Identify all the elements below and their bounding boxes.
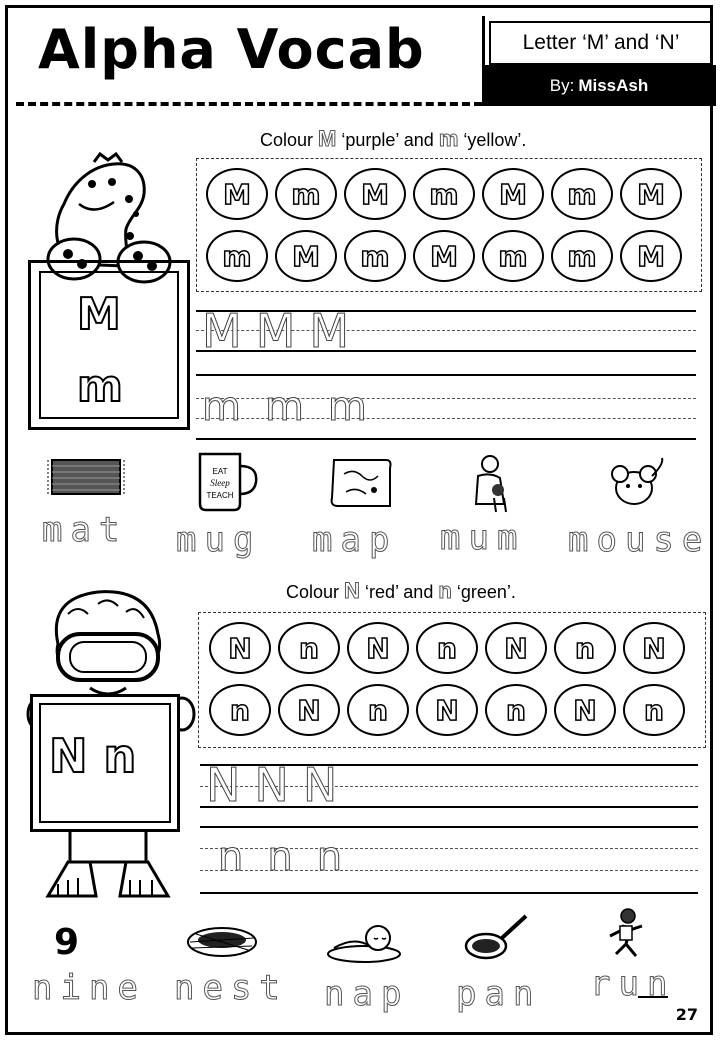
letter-circle[interactable]: n: [278, 622, 340, 674]
page-number: 27: [675, 1005, 698, 1024]
letter-circle[interactable]: N: [623, 622, 685, 674]
map-icon: [326, 454, 396, 514]
subtitle: Letter ‘M’ and ‘N’: [489, 21, 713, 65]
letter-frame-m: [28, 260, 190, 430]
letter-circle[interactable]: M: [344, 168, 406, 220]
letter-circle[interactable]: m: [551, 168, 613, 220]
instruction-upper-letter: N: [344, 578, 360, 603]
svg-text:Sleep: Sleep: [210, 478, 230, 488]
letter-circle[interactable]: m: [206, 230, 268, 282]
letter-circle[interactable]: n: [623, 684, 685, 736]
vocab-word-pan: pan: [456, 974, 542, 1014]
vocab-word-mouse: mouse: [568, 520, 711, 560]
frame-letters: N n: [49, 729, 137, 783]
letter-circle[interactable]: m: [551, 230, 613, 282]
worksheet-page: [5, 5, 713, 1035]
letter-circle[interactable]: N: [416, 684, 478, 736]
nine-digit: 9: [54, 922, 80, 963]
page-title: Alpha Vocab: [38, 18, 425, 81]
trace-lower-m: mmm: [202, 384, 391, 430]
letter-circle[interactable]: n: [554, 622, 616, 674]
svg-text:EAT: EAT: [212, 467, 228, 476]
instruction-n: [286, 578, 516, 604]
letter-circle[interactable]: m: [344, 230, 406, 282]
vocab-word-nine: nine: [32, 968, 146, 1008]
run-icon: [600, 906, 652, 968]
frame-upper-letter: M: [77, 289, 121, 340]
instruction-upper-letter: M: [318, 126, 337, 151]
frame-lower-letter: m: [77, 361, 123, 412]
letter-circle[interactable]: n: [416, 622, 478, 674]
letter-circle[interactable]: N: [209, 622, 271, 674]
vocab-word-nest: nest: [174, 968, 288, 1008]
letter-circle[interactable]: n: [209, 684, 271, 736]
mat-icon: [48, 456, 124, 498]
letter-circle[interactable]: m: [482, 230, 544, 282]
title-divider: [16, 102, 482, 106]
vocab-word-run: run: [590, 964, 676, 1004]
author-banner: [482, 65, 716, 106]
author-prefix: By:: [549, 75, 575, 95]
vocab-word-nap: nap: [324, 974, 410, 1014]
letter-circle[interactable]: M: [206, 168, 268, 220]
letter-circle[interactable]: N: [554, 684, 616, 736]
nest-icon: [184, 920, 260, 960]
vocab-word-mug: mug: [176, 520, 262, 560]
instruction-text: ‘yellow’.: [463, 130, 527, 150]
instruction-text: Colour: [286, 582, 340, 602]
nap-icon: [324, 922, 404, 964]
instruction-m: [260, 126, 526, 152]
instruction-lower-letter: n: [438, 578, 452, 603]
letter-circle[interactable]: M: [482, 168, 544, 220]
trace-upper-m: MMM: [202, 304, 364, 358]
trace-upper-n: NNN: [206, 758, 352, 812]
vocab-word-mum: mum: [440, 518, 526, 558]
letter-circle[interactable]: M: [275, 230, 337, 282]
author-name: MissAsh: [578, 75, 649, 95]
instruction-text: ‘green’.: [456, 582, 516, 602]
vocab-word-map: map: [312, 520, 398, 560]
trace-lower-n: nnn: [218, 834, 367, 880]
letter-circle[interactable]: n: [347, 684, 409, 736]
mug-icon: [194, 448, 264, 512]
letter-circle[interactable]: N: [485, 622, 547, 674]
letter-circle[interactable]: n: [485, 684, 547, 736]
letter-circle[interactable]: M: [620, 168, 682, 220]
letter-circle[interactable]: m: [413, 168, 475, 220]
letter-frame-n: [30, 694, 180, 832]
instruction-text: ‘red’ and: [364, 582, 434, 602]
letter-circle[interactable]: M: [620, 230, 682, 282]
run-underline: [638, 996, 668, 998]
letter-circle[interactable]: M: [413, 230, 475, 282]
pan-icon: [462, 912, 530, 962]
instruction-lower-letter: m: [438, 126, 459, 151]
instruction-text: Colour: [260, 130, 314, 150]
letter-circle[interactable]: N: [278, 684, 340, 736]
svg-text:TEACH: TEACH: [206, 491, 234, 500]
letter-circle[interactable]: m: [275, 168, 337, 220]
mouse-icon: [602, 456, 668, 512]
instruction-text: ‘purple’ and: [341, 130, 434, 150]
mum-icon: [468, 454, 518, 516]
letter-circle[interactable]: N: [347, 622, 409, 674]
vocab-word-mat: mat: [42, 510, 128, 550]
